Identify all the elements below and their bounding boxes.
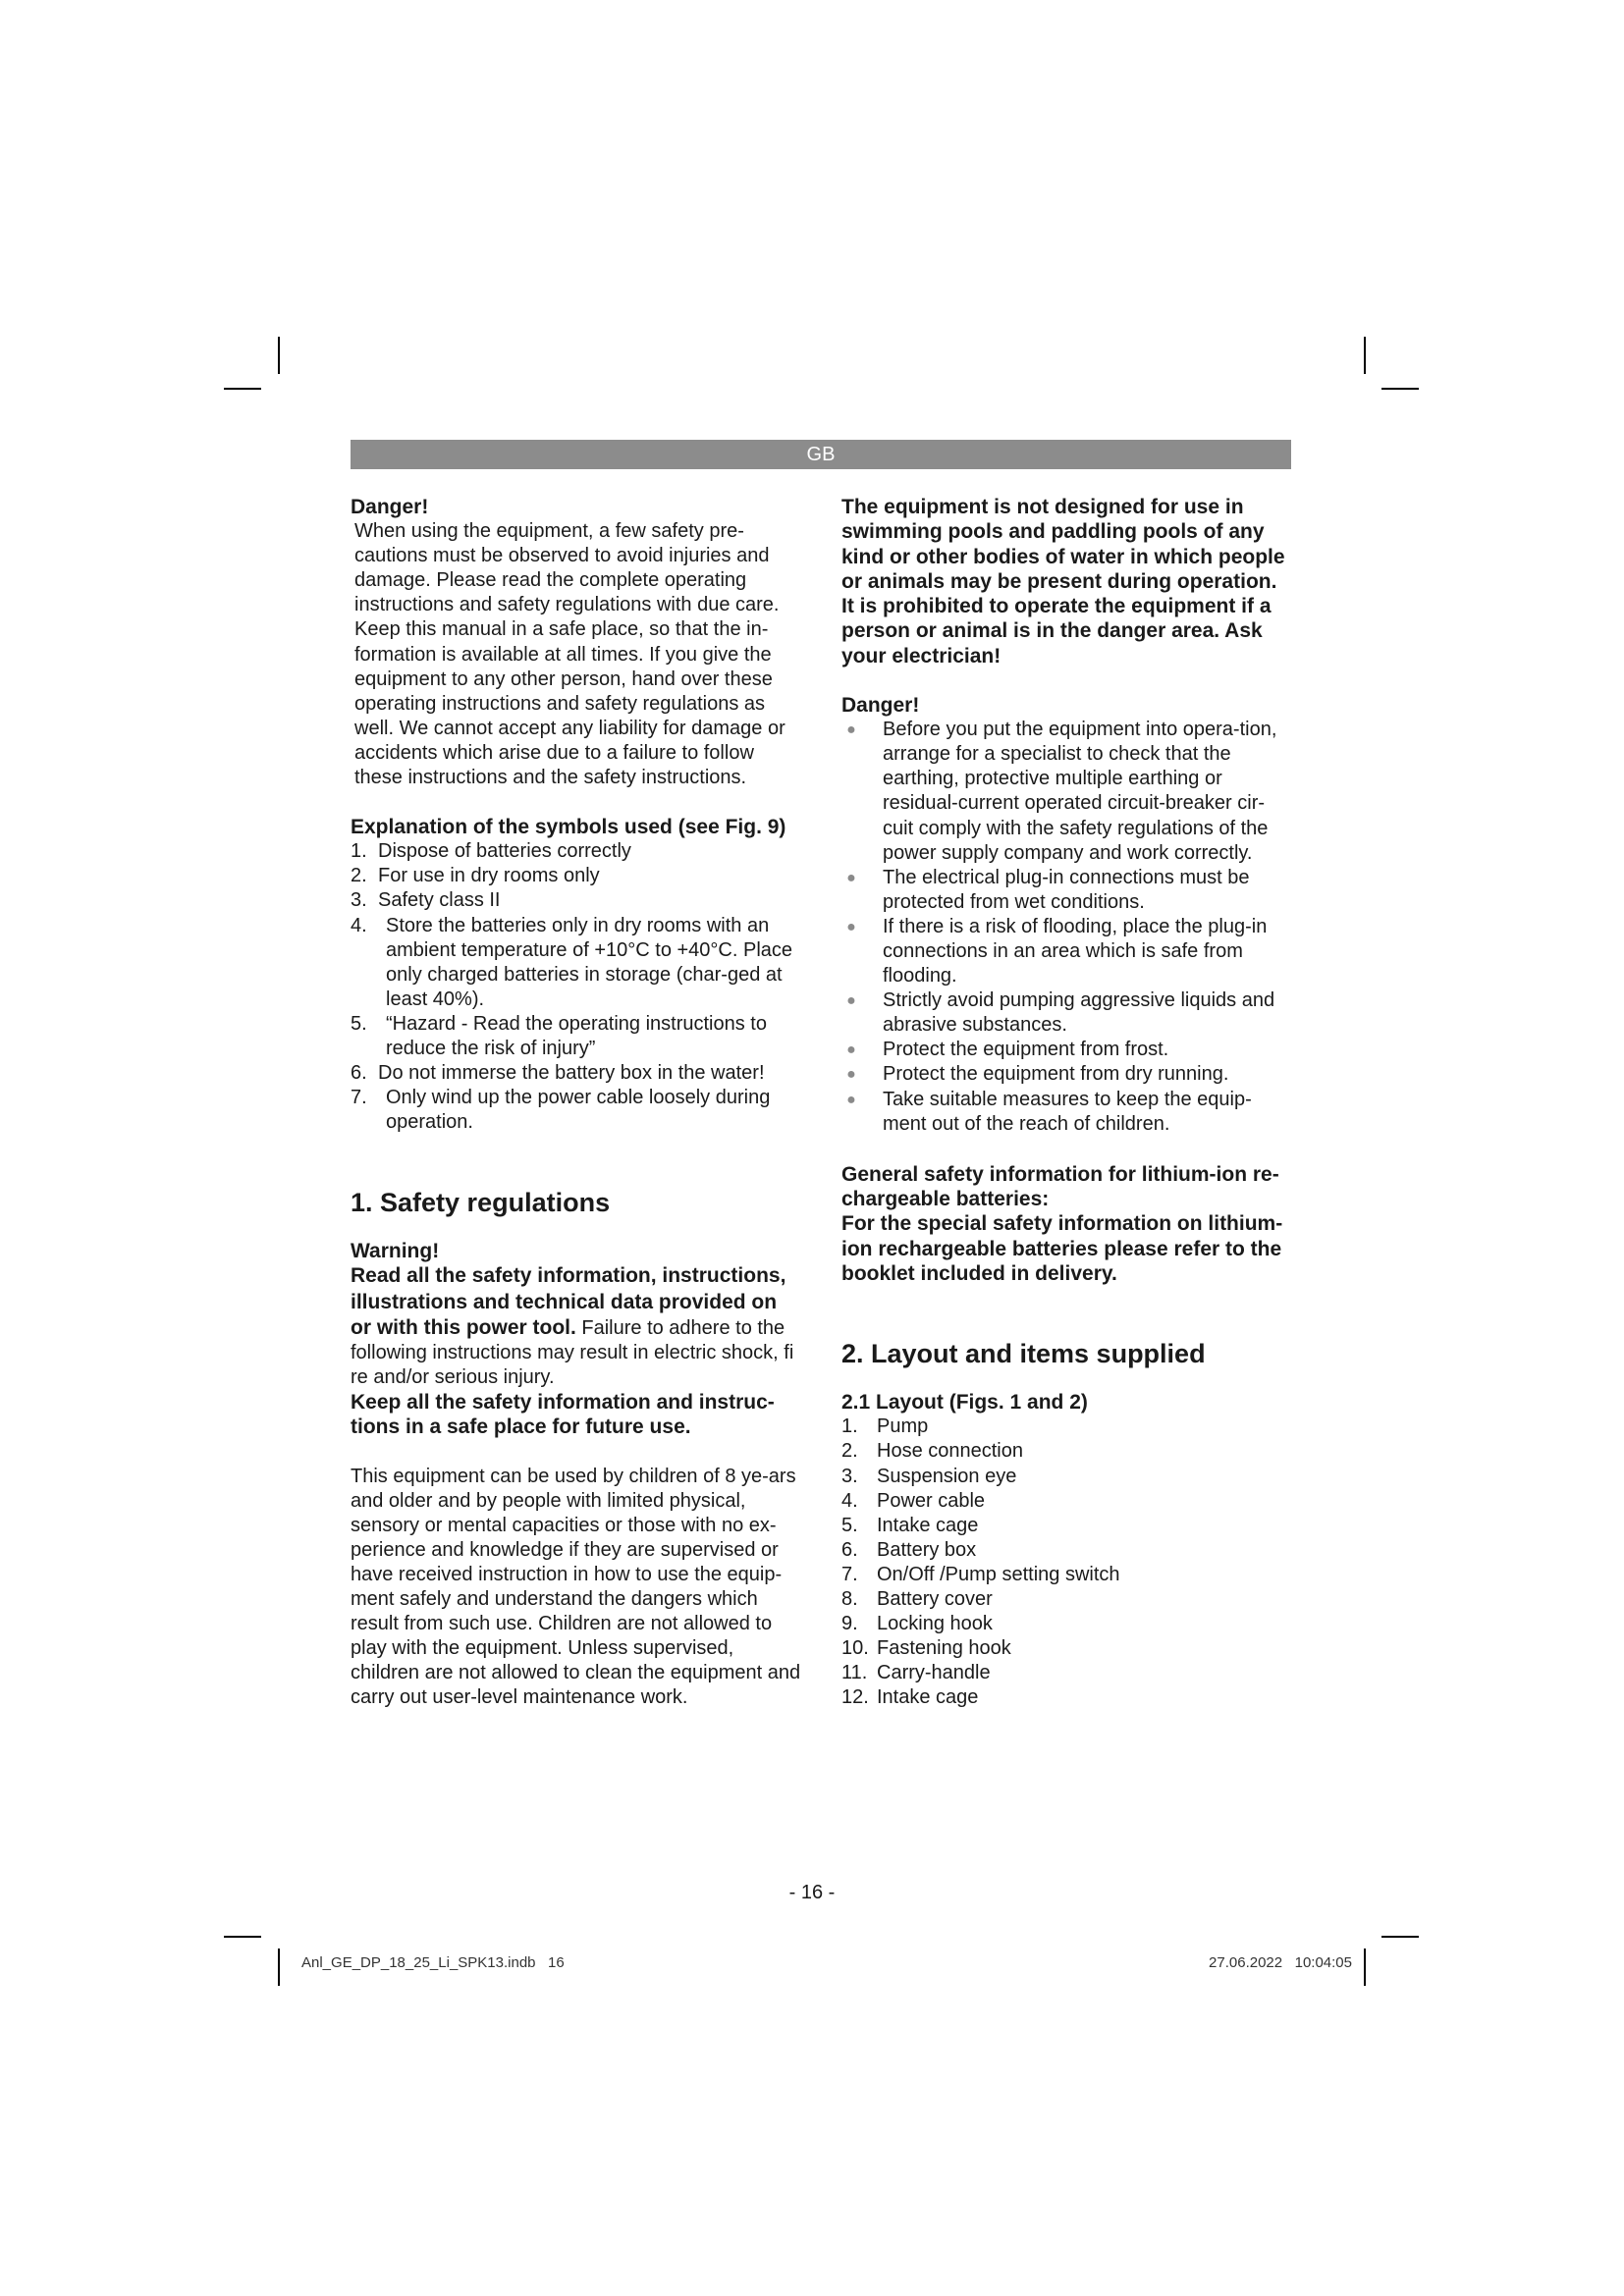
list-item: 5. “Hazard - Read the operating instructions to reduce the risk of injury”	[351, 1012, 767, 1059]
list-item: 6. Battery box	[841, 1538, 977, 1561]
print-timestamp: 27.06.2022 10:04:05	[1209, 1954, 1352, 1971]
crop-mark	[1381, 1936, 1419, 1938]
crop-mark	[1364, 1949, 1366, 1986]
warning-heading: Warning!	[351, 1240, 440, 1263]
list-item: 7. Only wind up the power cable loosely during operation.	[351, 1087, 771, 1134]
left-column	[351, 495, 802, 1710]
pool-warning: The equipment is not designed for use in swimming pools and paddling pools of any kind or other bodies of water in which people or animals may be present during operation. It is prohibited to operate the equipment if a person or animal is in the danger area. Ask your electrician!	[841, 496, 1285, 667]
crop-mark	[224, 388, 261, 390]
section-title-safety: 1. Safety regulations	[351, 1188, 611, 1218]
language-tag: GB	[806, 444, 836, 465]
list-item: 1. Dispose of batteries correctly	[351, 840, 631, 863]
crop-mark	[224, 1936, 261, 1938]
list-item: 7. On/Off /Pump setting switch	[841, 1563, 1120, 1585]
warning-bold-text: Read all the safety information, instructions, illustrations and technical data provided on or with this power tool.	[351, 1264, 786, 1339]
layout-heading: 2.1 Layout (Figs. 1 and 2)	[841, 1391, 1088, 1415]
danger-list	[841, 718, 1295, 1137]
list-item: ● If there is a risk of flooding, place the plug-in connections in an area which is safe from flooding.	[846, 915, 1268, 988]
list-item: 3. Suspension eye	[841, 1465, 1017, 1487]
list-item: 2. Hose connection	[841, 1440, 1023, 1463]
crop-mark	[278, 337, 280, 374]
list-item: ● Protect the equipment from frost.	[846, 1039, 1169, 1061]
list-item: 4. Store the batteries only in dry rooms with an ambient temperature of +10°C to +40°C. Place only charged batteries in storage (char-ged at least 40%).	[351, 914, 793, 1010]
list-item: ● Take suitable measures to keep the equip-ment out of the reach of children.	[846, 1088, 1252, 1135]
keep-safe-notice: Keep all the safety information and instruc-tions in a safe place for future use.	[351, 1390, 775, 1439]
page-number: - 16 -	[788, 1882, 836, 1903]
list-item: 2. For use in dry rooms only	[351, 865, 600, 887]
list-item: 3. Safety class II	[351, 889, 501, 912]
list-item: 12. Intake cage	[841, 1686, 979, 1709]
danger-heading-right: Danger!	[841, 694, 920, 718]
list-item: ● Protect the equipment from dry running.	[846, 1063, 1229, 1086]
list-item: 8. Battery cover	[841, 1588, 993, 1610]
danger-paragraph: When using the equipment, a few safety pre-cautions must be observed to avoid injuries and damage. Please read the complete operating instructions and safety regulations with due care. Keep this manual in a safe place, so that the in-formation is available at all times. If you give the equipment to any other person, hand over these operating instructions and safety regulations as well. We cannot accept any liability for damage or accidents which arise due to a failure to follow these instructions and the safety instructions.	[354, 520, 785, 789]
file-name: Anl_GE_DP_18_25_Li_SPK13.indb 16	[301, 1954, 565, 1971]
list-item: ● The electrical plug-in connections must be protected from wet conditions.	[846, 866, 1250, 913]
language-header-bar	[351, 440, 1291, 469]
list-item: ● Before you put the equipment into opera-tion, arrange for a specialist to check that the earthing, protective multiple earthing or residual-current operated circuit-breaker cir-cuit comply with the safety regulations of the power supply company and work correctly.	[846, 719, 1277, 864]
list-item: 6. Do not immerse the battery box in the water!	[351, 1062, 765, 1085]
warning-paragraph	[351, 1263, 802, 1389]
layout-list	[841, 1415, 1295, 1710]
children-paragraph: This equipment can be used by children of 8 ye-ars and older and by people with limited physical, sensory or mental capacities or those with no ex-perience and knowledge if they are supervised or have received instruction in how to use the equip-ment safely and understand the dangers which result from such use. Children are not allowed to play with the equipment. Unless supervised, children are not allowed to clean the equipment and carry out user-level maintenance work.	[351, 1465, 801, 1709]
list-item: 10. Fastening hook	[841, 1637, 1011, 1660]
list-item: 5. Intake cage	[841, 1514, 979, 1536]
lithium-text: For the special safety information on lithium-ion rechargeable batteries please refer to the booklet included in delivery.	[841, 1212, 1283, 1285]
symbols-heading: Explanation of the symbols used (see Fig. 9)	[351, 816, 786, 839]
right-column	[841, 495, 1295, 1710]
crop-mark	[278, 1949, 280, 1986]
list-item: 9. Locking hook	[841, 1613, 993, 1635]
list-item: ● Strictly avoid pumping aggressive liquids and abrasive substances.	[846, 989, 1275, 1037]
crop-mark	[1364, 337, 1366, 374]
list-item: 4. Power cable	[841, 1489, 986, 1512]
danger-heading: Danger!	[351, 496, 429, 518]
crop-mark	[1381, 388, 1419, 390]
list-item: 11. Carry-handle	[841, 1662, 991, 1684]
lithium-heading: General safety information for lithium-ion re-chargeable batteries:	[841, 1162, 1279, 1211]
warning-text: Failure to adhere to the following instructions may result in electric shock, fi re and/or serious injury.	[351, 1316, 794, 1388]
symbols-list	[351, 839, 802, 1135]
section-title-layout: 2. Layout and items supplied	[841, 1339, 1206, 1369]
list-item: 1. Pump	[841, 1415, 929, 1438]
